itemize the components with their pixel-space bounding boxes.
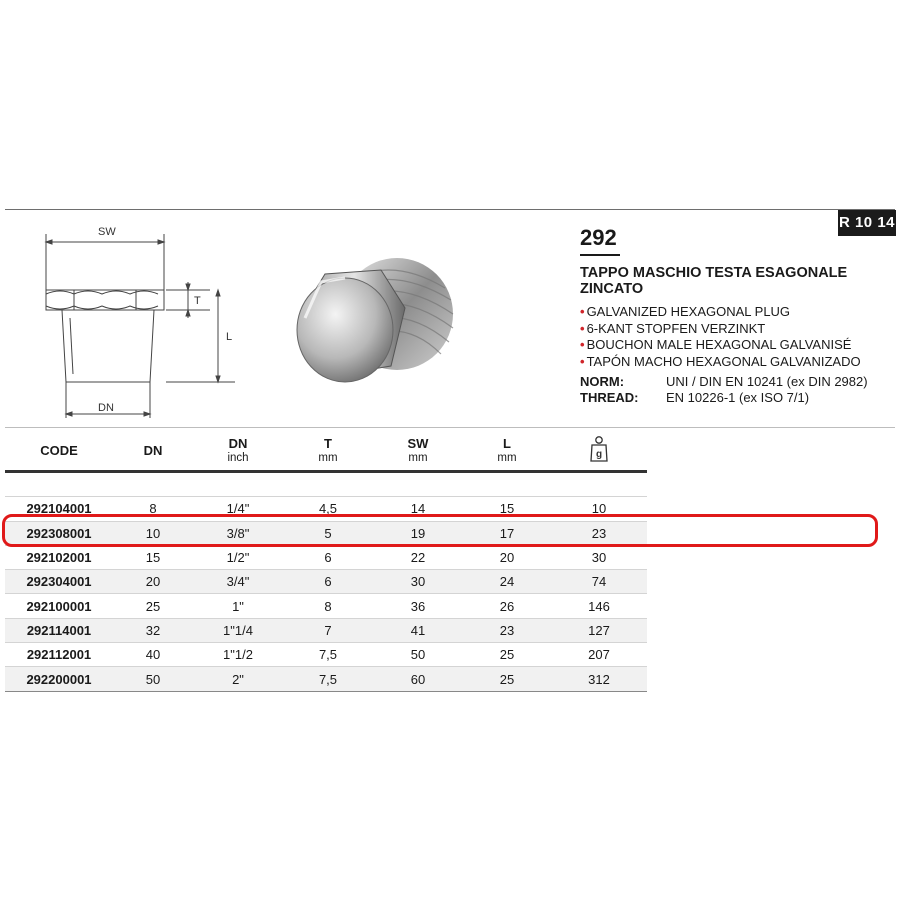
cell-l: 20 — [463, 545, 551, 569]
cell-dn-inch: 1" — [193, 594, 283, 618]
cell-code: 292102001 — [5, 545, 113, 569]
col-dn: DN — [143, 442, 163, 458]
top-rule — [5, 209, 895, 210]
cell-code: 292304001 — [5, 570, 113, 594]
technical-drawing — [40, 222, 233, 422]
cell-weight: 30 — [551, 545, 647, 569]
section-rule — [5, 427, 895, 428]
cell-code: 292104001 — [5, 497, 113, 521]
cell-weight: 127 — [551, 618, 647, 642]
cell-weight: 312 — [551, 667, 647, 691]
cell-sw: 60 — [373, 667, 463, 691]
cell-t: 7 — [283, 618, 373, 642]
cell-dn: 50 — [113, 667, 193, 691]
cell-l: 23 — [463, 618, 551, 642]
sw-label: SW — [98, 226, 116, 238]
product-title-line-1: TAPPO MASCHIO TESTA ESAGONALE — [580, 265, 848, 281]
weight-icon — [589, 435, 609, 463]
dn-label: DN — [98, 402, 114, 414]
cell-dn: 8 — [113, 497, 193, 521]
product-number: 292 — [580, 225, 617, 250]
cell-dn-inch: 1"1/2 — [193, 643, 283, 667]
cell-code: 292200001 — [5, 667, 113, 691]
product-title-line-2: ZINCATO — [580, 281, 644, 297]
cell-sw: 30 — [373, 570, 463, 594]
cell-l: 24 — [463, 570, 551, 594]
translation-fr: • BOUCHON MALE HEXAGONAL GALVANISÉ — [580, 337, 861, 354]
cell-dn: 10 — [113, 521, 193, 545]
cell-weight: 207 — [551, 643, 647, 667]
table-row — [5, 570, 647, 594]
cell-dn: 32 — [113, 618, 193, 642]
cell-l: 17 — [463, 521, 551, 545]
translation-de: • 6-KANT STOPFEN VERZINKT — [580, 321, 861, 338]
cell-code: 292308001 — [5, 521, 113, 545]
t-label: T — [194, 295, 201, 307]
product-number-underline — [580, 254, 620, 256]
cell-dn-inch: 2" — [193, 667, 283, 691]
cell-l: 25 — [463, 643, 551, 667]
cell-t: 7,5 — [283, 643, 373, 667]
translations-list — [580, 304, 861, 370]
cell-sw: 22 — [373, 545, 463, 569]
reference-badge: R 10 14 — [838, 210, 896, 236]
col-weight — [551, 430, 647, 472]
cell-dn: 15 — [113, 545, 193, 569]
thread-row — [580, 390, 809, 405]
cell-dn-inch: 1"1/4 — [193, 618, 283, 642]
norm-label: NORM: — [580, 374, 625, 389]
cell-weight: 74 — [551, 570, 647, 594]
table-row — [5, 643, 647, 667]
norm-row — [580, 374, 868, 389]
thread-value: EN 10226-1 (ex ISO 7/1) — [666, 390, 810, 405]
cell-t: 5 — [283, 521, 373, 545]
table-row — [5, 667, 647, 691]
cell-weight: 10 — [551, 497, 647, 521]
cell-sw: 41 — [373, 618, 463, 642]
cell-dn: 25 — [113, 594, 193, 618]
cell-sw: 19 — [373, 521, 463, 545]
cell-t: 4,5 — [283, 497, 373, 521]
product-photo — [285, 248, 460, 408]
col-sw: SW mm — [407, 436, 429, 464]
cell-code: 292112001 — [5, 643, 113, 667]
cell-weight: 23 — [551, 521, 647, 545]
cell-weight: 146 — [551, 594, 647, 618]
cell-sw: 36 — [373, 594, 463, 618]
cell-t: 6 — [283, 570, 373, 594]
cell-t: 8 — [283, 594, 373, 618]
cell-dn: 40 — [113, 643, 193, 667]
cell-code: 292100001 — [5, 594, 113, 618]
table-row — [5, 545, 647, 569]
cell-dn: 20 — [113, 570, 193, 594]
cell-l: 26 — [463, 594, 551, 618]
table-row — [5, 618, 647, 642]
cell-dn-inch: 3/8" — [193, 521, 283, 545]
col-dn-inch: DN inch — [227, 436, 249, 464]
col-l: L mm — [497, 436, 517, 464]
cell-t: 7,5 — [283, 667, 373, 691]
product-title — [580, 265, 880, 297]
cell-sw: 14 — [373, 497, 463, 521]
cell-t: 6 — [283, 545, 373, 569]
table-header-row — [5, 430, 647, 472]
translation-es: • TAPÓN MACHO HEXAGONAL GALVANIZADO — [580, 354, 861, 371]
l-label: L — [226, 331, 233, 343]
table-row — [5, 594, 647, 618]
col-t: T mm — [318, 436, 338, 464]
svg-text:g: g — [595, 448, 603, 460]
highlighted-row-outline — [2, 514, 878, 547]
cell-sw: 50 — [373, 643, 463, 667]
cell-dn-inch: 1/2" — [193, 545, 283, 569]
cell-dn-inch: 3/4" — [193, 570, 283, 594]
cell-l: 25 — [463, 667, 551, 691]
thread-label: THREAD: — [580, 390, 639, 405]
cell-code: 292114001 — [5, 618, 113, 642]
cell-dn-inch: 1/4" — [193, 497, 283, 521]
translation-en: • GALVANIZED HEXAGONAL PLUG — [580, 304, 861, 321]
cell-l: 15 — [463, 497, 551, 521]
specs-table — [5, 430, 647, 692]
col-code: CODE — [40, 442, 78, 458]
norm-value: UNI / DIN EN 10241 (ex DIN 2982) — [666, 374, 868, 389]
